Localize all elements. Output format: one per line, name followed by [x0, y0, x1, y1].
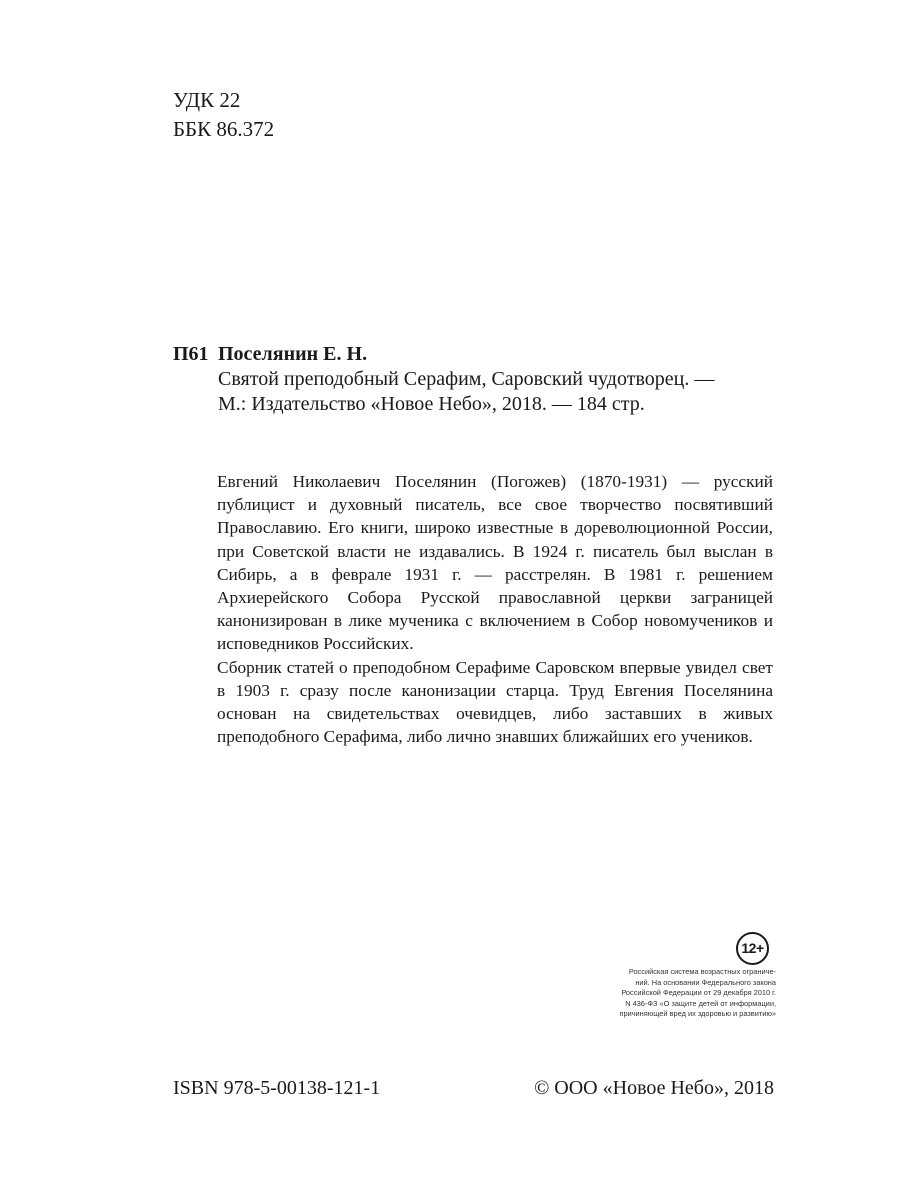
bibliographic-record	[173, 342, 793, 417]
author-mark: П61	[173, 343, 209, 365]
bbk-code: ББК 86.372	[173, 117, 275, 141]
udk-code: УДК 22	[173, 88, 241, 112]
age-rating-badge: 12+	[736, 932, 769, 965]
imprint-line: М.: Издательство «Новое Небо», 2018. — 184 стр.	[218, 393, 645, 415]
author-row	[173, 342, 793, 367]
isbn: ISBN 978-5-00138-121-1	[173, 1077, 381, 1099]
age-notice-line: Российской Федерации от 29 декабря 2010 г.	[621, 988, 776, 997]
age-notice-line: Российская система возрастных ограниче-	[628, 967, 776, 976]
author-name: Поселянин Е. Н.	[218, 343, 368, 365]
age-rating-notice	[612, 967, 776, 1020]
age-notice-line: причиняющей вред их здоровью и развитию»	[619, 1009, 776, 1018]
copyright: © ООО «Новое Небо», 2018	[534, 1077, 774, 1099]
annotation-paragraph-author: Евгений Николаевич Поселянин (Погожев) (1870-1931) — русский публицист и духовный писатель, все свое творчество посвятивший Православию. Его книги, широко известные в дореволюционной России, при Советской власти не издавались. В 1924 г. писатель был выслан в Сибирь, а в феврале 1931 г. — расстрелян. В 1981 г. решением Архиерейского Собора Русской православной церкви заграницей канонизирован в лике мученика с включением в Собор новомучеников и исповедников Российских.	[217, 472, 773, 654]
annotation-paragraph-book: Сборник статей о преподобном Серафиме Саровском впервые увидел свет в 1903 г. сразу после канонизации старца. Труд Евгения Поселянина основан на свидетельствах очевидцев, либо заставших в живых преподобного Серафима, либо лично знавших ближайших его учеников.	[217, 657, 773, 747]
age-notice-line: N 436-ФЗ «О защите детей от информации,	[625, 998, 776, 1008]
annotation	[217, 470, 773, 748]
title-line: Святой преподобный Серафим, Саровский чудотворец. —	[218, 368, 715, 390]
age-notice-line: ний. На основании Федерального закона	[635, 977, 776, 987]
classification-codes	[173, 86, 274, 144]
